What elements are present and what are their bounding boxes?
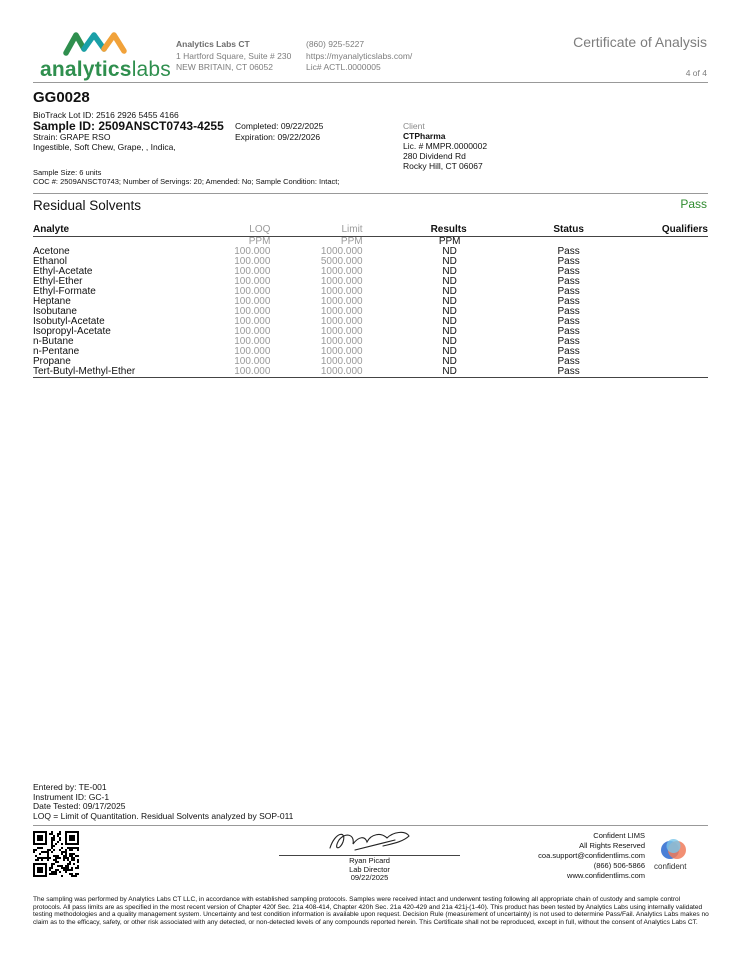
table-cell: 100.000 (234, 286, 271, 297)
table-cell: ND (442, 256, 457, 267)
lab-address-1: 1 Hartford Square, Suite # 230 (176, 50, 292, 61)
qr-code-icon[interactable] (33, 831, 79, 877)
table-cell (613, 337, 708, 347)
logo-wordmark: analyticslabs (40, 58, 172, 81)
signer-date: 09/22/2025 (350, 873, 389, 882)
lims-phone: (866) 506-5866 (593, 861, 645, 870)
table-header-row (33, 224, 708, 237)
biotrack-lot-id: BioTrack Lot ID: 2516 2926 5455 4166 (33, 110, 179, 120)
table-row (33, 307, 708, 317)
table-cell: 1000.000 (320, 296, 363, 307)
col-qualifiers: Qualifiers (613, 224, 708, 237)
lab-website-link[interactable]: https://myanalyticslabs.com/ (306, 50, 413, 61)
lab-license: Lic# ACTL.0000005 (306, 62, 381, 72)
table-cell: 100.000 (234, 326, 271, 337)
table-cell: Pass (557, 356, 580, 367)
units-row (33, 237, 708, 248)
loq-note: LOQ = Limit of Quantitation. Residual Solvents analyzed by SOP-011 (33, 810, 294, 821)
table-cell: 1000.000 (320, 266, 363, 277)
table-row (33, 287, 708, 297)
table-cell: ND (442, 346, 457, 357)
table-row (33, 257, 708, 267)
table-cell: 1000.000 (320, 356, 363, 367)
table-cell: Isobutane (33, 306, 77, 317)
table-cell: 100.000 (199, 367, 270, 378)
table-cell (613, 247, 708, 257)
lims-rights: All Rights Reserved (579, 841, 645, 850)
table-cell: Pass (557, 326, 580, 337)
table-cell (613, 287, 708, 297)
disclaimer-text: The sampling was performed by Analytics Labs CT LLC, in accordance with established sampling protocols. Samples were received intact and underwent testing following all appropriate chain of custody and sample control protocols. All pass limits are as specified in the most recent version of Chapter 420f Sec. 21a 408-414, Chapter 420h Sec. 21a 420-429 and 21a 421j-(1-40). This product has been tested by Analytics Labs using internally validated testing methodologies and a quality management system. Uncertainty and test condition information is available upon request. Decision Rule (measurement of uncertainty) is not used to determine Pass/Fail. Analytics Labs makes no claim as to the efficacy, safety, or other risk associated with any detected, or non-detected levels of any compounds reported herein. This Certificate shall not be reproduced, except in full, without the consent of Analytics Labs CT. (33, 896, 709, 926)
table-row (33, 367, 708, 378)
table-cell (613, 367, 708, 378)
lab-contact (306, 39, 412, 74)
table-cell: 1000.000 (320, 316, 363, 327)
coc-line: COC #: 2509ANSCT0743; Number of Servings: 20; Amended: No; Sample Condition: Intact; (33, 177, 340, 186)
table-cell: 100.000 (234, 266, 271, 277)
table-row (33, 247, 708, 257)
signer-title: Lab Director (349, 864, 390, 874)
section-title: Residual Solvents (33, 198, 142, 213)
sample-id: Sample ID: 2509ANSCT0743-4255 (33, 119, 224, 133)
table-cell: Ethanol (33, 256, 67, 267)
table-cell: 5000.000 (320, 256, 363, 267)
table-cell: Heptane (33, 296, 71, 307)
strain-info (33, 132, 176, 152)
table-cell (613, 267, 708, 277)
table-cell: 100.000 (234, 346, 271, 357)
table-cell (613, 327, 708, 337)
table-cell: ND (442, 276, 457, 287)
header-divider (33, 82, 708, 83)
unit-cell (613, 237, 708, 248)
table-cell: Pass (495, 367, 613, 378)
client-info (403, 121, 487, 171)
table-cell: Tert-Butyl-Methyl-Ether (33, 367, 199, 378)
table-cell: ND (442, 316, 457, 327)
table-cell (613, 277, 708, 287)
table-row (33, 267, 708, 277)
unit-cell (495, 237, 613, 248)
date-tested: Date Tested: 09/17/2025 (33, 801, 126, 811)
table-cell (613, 257, 708, 267)
table-cell (613, 307, 708, 317)
table-cell: Pass (557, 316, 580, 327)
table-cell: Pass (557, 246, 580, 257)
table-cell: Propane (33, 356, 71, 367)
client-address-2: Rocky Hill, CT 06067 (403, 161, 483, 171)
table-cell: ND (442, 266, 457, 277)
col-status: Status (495, 224, 613, 237)
lims-name: Confident LIMS (593, 831, 645, 840)
strain: Strain: GRAPE RSO (33, 132, 111, 142)
table-row (33, 337, 708, 347)
col-results: Results (363, 224, 495, 237)
table-cell: Isopropyl-Acetate (33, 326, 111, 337)
table-cell: ND (442, 326, 457, 337)
sample-size: Sample Size: 6 units (33, 168, 102, 177)
table-cell: ND (442, 246, 457, 257)
table-cell: 100.000 (234, 246, 271, 257)
dates (235, 121, 323, 143)
signature-icon (325, 828, 415, 856)
table-cell: 100.000 (234, 276, 271, 287)
table-row (33, 347, 708, 357)
table-cell: 1000.000 (320, 346, 363, 357)
table-cell: 100.000 (234, 336, 271, 347)
table-cell: n-Pentane (33, 346, 80, 357)
table-cell (613, 357, 708, 367)
table-cell: ND (442, 296, 457, 307)
signer-block (279, 857, 460, 883)
col-loq: LOQ (199, 224, 270, 237)
table-cell: 1000.000 (320, 276, 363, 287)
table-row (33, 277, 708, 287)
table-cell (613, 297, 708, 307)
unit-cell: PPM (438, 236, 461, 247)
residual-solvents-table (33, 224, 708, 378)
table-cell: 1000.000 (320, 246, 363, 257)
table-cell: Ethyl-Acetate (33, 266, 93, 277)
table-cell: Acetone (33, 246, 70, 257)
table-cell (613, 317, 708, 327)
lims-info (538, 831, 645, 881)
table-cell: Pass (557, 266, 580, 277)
table-cell: 100.000 (234, 356, 271, 367)
confident-logo-icon (658, 838, 688, 862)
lims-website-link[interactable]: www.confidentlims.com (567, 871, 645, 880)
footer-divider (33, 825, 708, 826)
lab-info (176, 39, 291, 74)
lab-name: Analytics Labs CT (176, 39, 250, 49)
table-cell: 1000.000 (320, 326, 363, 337)
client-address-1: 280 Dividend Rd (403, 151, 466, 161)
table-cell: Ethyl-Formate (33, 286, 96, 297)
product-name: GG0028 (33, 89, 90, 106)
table-cell: 1000.000 (320, 336, 363, 347)
lab-address-2: NEW BRITAIN, CT 06052 (176, 62, 273, 72)
table-cell: ND (442, 336, 457, 347)
lab-phone: (860) 925-5227 (306, 39, 365, 49)
table-cell: 1000.000 (320, 286, 363, 297)
table-cell: 1000.000 (320, 306, 363, 317)
table-cell: ND (442, 306, 457, 317)
table-cell: ND (363, 367, 495, 378)
table-cell: Pass (557, 296, 580, 307)
entered-by: Entered by: TE-001 (33, 782, 107, 792)
product-description: Ingestible, Soft Chew, Grape, , Indica, (33, 142, 176, 152)
section-status-badge: Pass (680, 197, 707, 211)
document-title: Certificate of Analysis (573, 34, 707, 50)
table-cell: Pass (557, 276, 580, 287)
table-cell: ND (442, 356, 457, 367)
table-cell: 1000.000 (270, 367, 362, 378)
table-cell (613, 347, 708, 357)
col-analyte: Analyte (33, 224, 199, 237)
completed-date: Completed: 09/22/2025 (235, 121, 324, 131)
col-limit: Limit (270, 224, 362, 237)
client-label: Client (403, 121, 425, 131)
unit-cell: PPM (340, 236, 363, 247)
lims-email-link[interactable]: coa.support@confidentlims.com (538, 851, 645, 860)
signer-name: Ryan Picard (349, 856, 390, 865)
client-name: CTPharma (403, 131, 446, 141)
instrument-id: Instrument ID: GC-1 (33, 791, 110, 802)
table-row (33, 317, 708, 327)
table-row (33, 327, 708, 337)
page-number: 4 of 4 (685, 68, 707, 78)
table-cell: Pass (557, 346, 580, 357)
analytics-labs-logo-icon (62, 30, 132, 56)
table-cell: 100.000 (234, 296, 271, 307)
table-cell: Isobutyl-Acetate (33, 316, 105, 327)
table-cell: 100.000 (234, 306, 271, 317)
table-cell: 100.000 (234, 256, 271, 267)
expiration-date: Expiration: 09/22/2026 (235, 132, 321, 142)
table-cell: Pass (557, 256, 580, 267)
table-cell: 100.000 (234, 316, 271, 327)
client-license: Lic. # MMPR.0000002 (403, 141, 488, 151)
confident-wordmark: confident (654, 862, 687, 871)
test-metadata (33, 783, 293, 821)
table-cell: Ethyl-Ether (33, 276, 83, 287)
table-cell: ND (442, 286, 457, 297)
unit-cell: PPM (248, 236, 271, 247)
table-cell: Pass (557, 336, 580, 347)
table-row (33, 297, 708, 307)
table-cell: n-Butane (33, 336, 74, 347)
sample-details (33, 168, 339, 186)
table-cell: Pass (557, 286, 580, 297)
table-cell: Pass (557, 306, 580, 317)
section-divider (33, 193, 708, 194)
